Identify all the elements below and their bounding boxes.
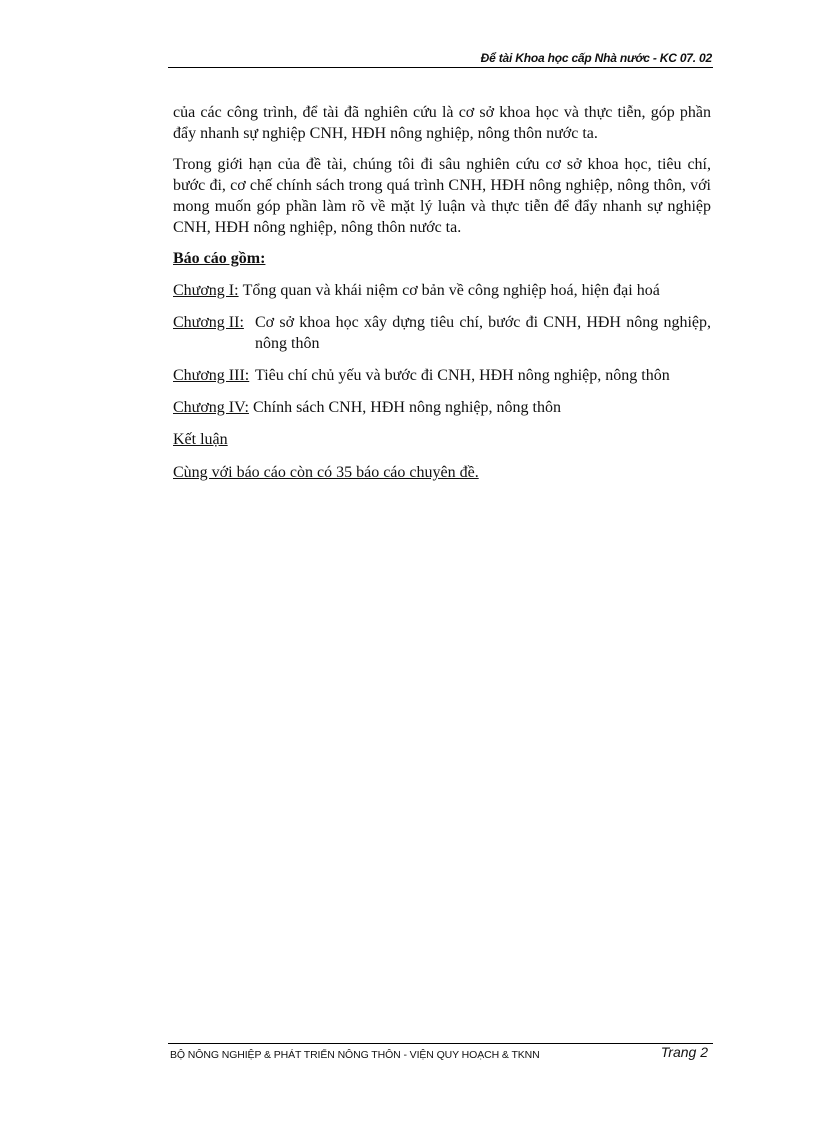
chapter-3	[173, 365, 711, 386]
chapter-1-title: Tổng quan và khái niệm cơ bản về công nghiệp hoá, hiện đại hoá	[242, 282, 660, 299]
closing-note: Cùng với báo cáo còn có 35 báo cáo chuyên đề.	[173, 464, 479, 481]
document-header-title: Để tài Khoa học cấp Nhà nước - KC 07. 02	[480, 51, 712, 65]
footer-organization: BỘ NÔNG NGHIỆP & PHÁT TRIỂN NÔNG THÔN - VIỆN QUY HOẠCH & TKNN	[170, 1049, 540, 1061]
chapter-4	[173, 397, 711, 418]
chapter-2	[173, 312, 711, 354]
report-contents-heading: Báo cáo gồm:	[173, 250, 266, 267]
page-number: Trang 2	[660, 1044, 708, 1060]
chapter-3-label: Chương III:	[173, 367, 250, 384]
page-body	[173, 102, 711, 495]
body-paragraph-1: của các công trình, để tài đã nghiên cứu là cơ sở khoa học và thực tiễn, góp phần đẩy nhanh sự nghiệp CNH, HĐH nông nghiệp, nông thôn nước ta.	[173, 104, 711, 142]
chapter-1	[173, 280, 711, 301]
chapter-4-title: Chính sách CNH, HĐH nông nghiệp, nông thôn	[252, 399, 561, 416]
footer-divider	[168, 1043, 713, 1044]
body-paragraph-2: Trong giới hạn của đề tài, chúng tôi đi sâu nghiên cứu cơ sở khoa học, tiêu chí, bước đi, cơ chế chính sách trong quá trình CNH, HĐH nông nghiệp, nông thôn, với mong muốn góp phần làm rõ về mặt lý luận và thực tiễn để đẩy nhanh sự nghiệp CNH, HĐH nông nghiệp, nông thôn nước ta.	[173, 156, 711, 236]
chapter-1-label: Chương I:	[173, 282, 239, 299]
conclusion-line: Kết luận	[173, 431, 228, 448]
chapter-4-label: Chương IV:	[173, 399, 249, 416]
header-divider	[168, 67, 713, 68]
chapter-2-title: Cơ sở khoa học xây dựng tiêu chí, bước đi CNH, HĐH nông nghiệp, nông thôn	[255, 314, 711, 352]
chapter-2-label: Chương II:	[173, 314, 244, 331]
chapter-3-title: Tiêu chí chủ yếu và bước đi CNH, HĐH nông nghiệp, nông thôn	[255, 367, 670, 384]
